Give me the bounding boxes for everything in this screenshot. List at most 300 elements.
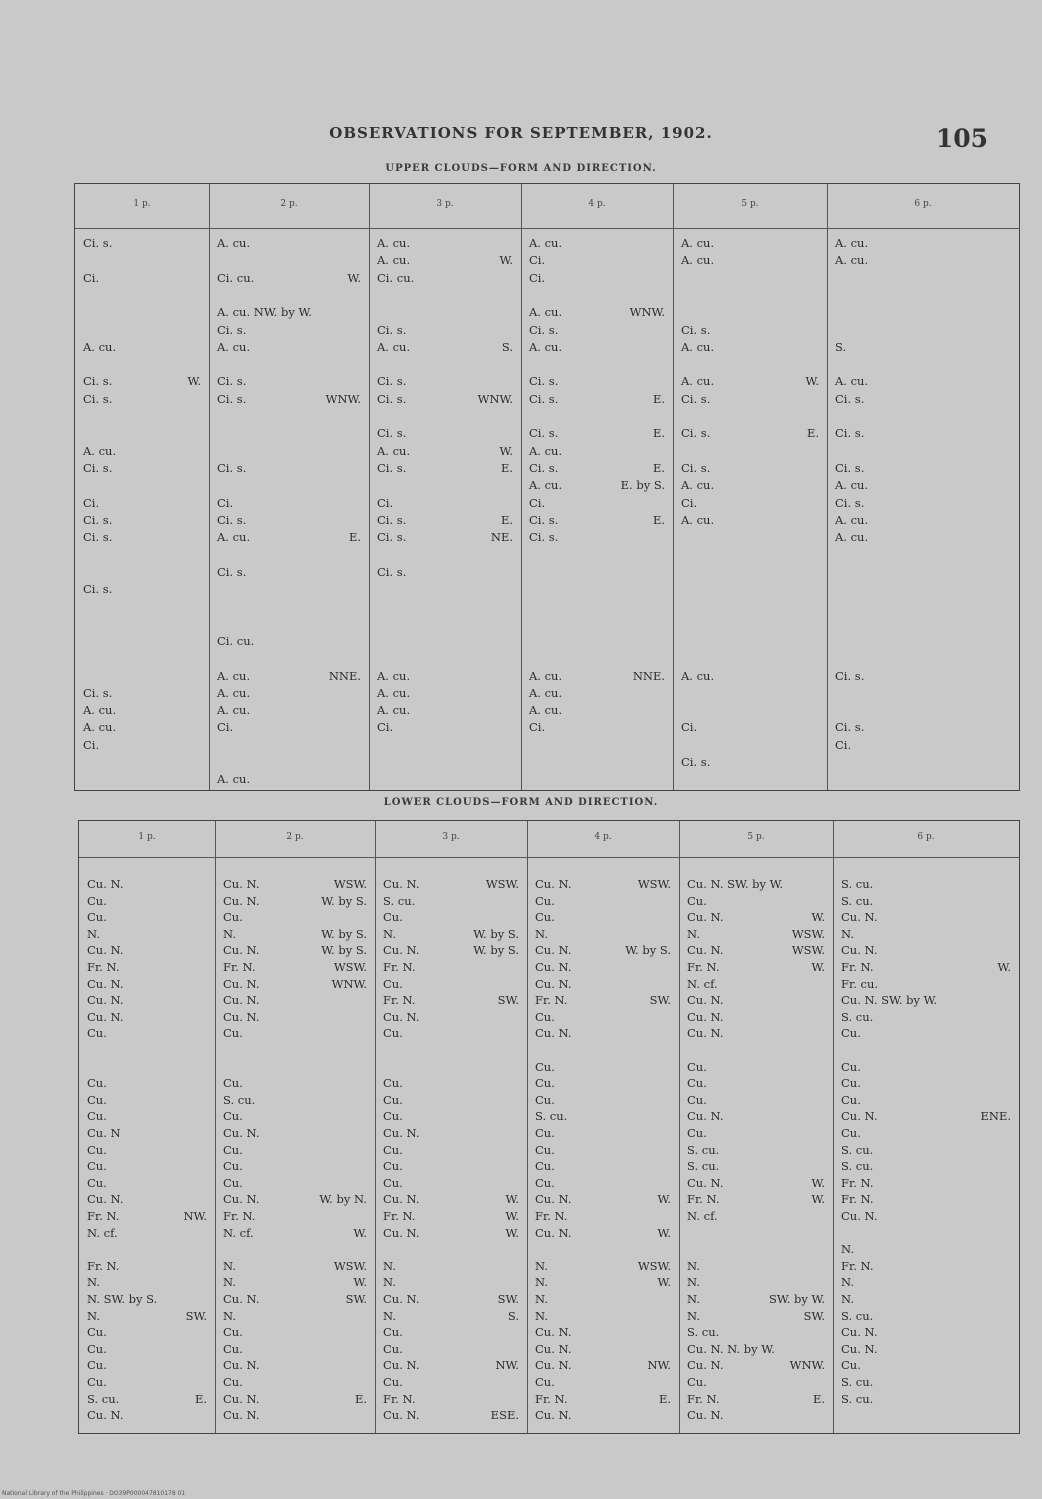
cloud-form: Cu.: [87, 1358, 107, 1373]
cloud-form: Cu. N.: [535, 943, 572, 958]
cloud-form: N.: [223, 1308, 236, 1323]
cloud-direction: E.: [348, 530, 361, 545]
cloud-direction: W.: [657, 1275, 671, 1290]
cloud-form: Ci. s.: [377, 391, 407, 406]
cloud-form: S. cu.: [841, 1009, 874, 1024]
cloud-direction: WSW.: [791, 926, 825, 941]
cloud-direction: NW.: [647, 1358, 671, 1373]
cloud-direction: W.: [499, 253, 513, 268]
cloud-form: Ci. s.: [83, 685, 113, 700]
cloud-form: N.: [535, 1258, 548, 1273]
cloud-direction: ESE.: [490, 1408, 519, 1423]
cloud-form: A. cu.: [377, 668, 411, 683]
upper-clouds-table: [74, 183, 1020, 791]
page-number: 105: [935, 124, 988, 153]
header-rule: [75, 228, 1019, 229]
cloud-form: A. cu.: [217, 530, 251, 545]
cloud-form: Fr. N.: [383, 960, 416, 974]
cloud-direction: E.: [652, 460, 665, 475]
cloud-form: Cu. N.: [87, 1009, 124, 1024]
cloud-form: Cu.: [223, 1109, 243, 1124]
cloud-form: Cu.: [841, 1126, 861, 1140]
cloud-form: Fr. N.: [687, 960, 720, 974]
cloud-direction: E.: [652, 391, 665, 406]
cloud-direction: WSW.: [791, 943, 825, 958]
cloud-direction: E.: [658, 1391, 671, 1406]
cloud-form: Cu. N.: [87, 976, 124, 991]
cloud-direction: W.: [505, 1209, 519, 1223]
cloud-form: N.: [687, 1292, 700, 1306]
cloud-form: A. cu.: [217, 772, 251, 787]
cloud-form: S. cu.: [841, 1308, 874, 1323]
cloud-form: Ci. s.: [83, 460, 113, 475]
cloud-form: Cu. N.: [87, 1192, 124, 1207]
cloud-form: N.: [87, 1275, 100, 1290]
cloud-direction: NNE.: [632, 668, 665, 683]
cloud-form: Cu.: [383, 1159, 403, 1174]
cloud-form: Ci. s.: [835, 426, 865, 441]
cloud-form: Ci. s.: [377, 374, 407, 389]
column-header-2p: 2 p.: [280, 199, 298, 209]
cloud-form: A. cu.: [681, 374, 715, 389]
cloud-form: Cu.: [535, 1059, 555, 1074]
cloud-form: Ci.: [835, 737, 852, 752]
cloud-form: Cu. N.: [841, 1109, 878, 1124]
cloud-form: A. cu.: [83, 720, 117, 735]
cloud-form: Cu. N.: [535, 877, 572, 891]
cloud-form: Cu. N.: [535, 1225, 572, 1240]
cloud-form: Cu. N. SW. by W.: [841, 993, 938, 1008]
cloud-form: Cu.: [87, 1109, 107, 1124]
cloud-form: Cu. N.: [223, 1408, 260, 1423]
cloud-form: Ci. s.: [681, 755, 711, 769]
column-header-5p: 5 p.: [747, 832, 765, 842]
cloud-direction: E.: [806, 426, 819, 441]
cloud-direction: WNW.: [331, 976, 367, 991]
column-rule: [673, 184, 674, 790]
cloud-direction: W.: [811, 1175, 825, 1190]
cloud-form: Ci.: [377, 720, 394, 735]
cloud-direction: NW.: [183, 1209, 207, 1223]
cloud-form: Ci. s.: [377, 460, 407, 475]
cloud-form: N. SW. by S.: [87, 1292, 158, 1306]
cloud-direction: W.: [347, 270, 361, 285]
cloud-form: Ci.: [529, 720, 546, 735]
cloud-form: Ci. s.: [835, 668, 865, 683]
cloud-form: Ci. s.: [529, 460, 559, 475]
cloud-form: N. cf.: [87, 1225, 118, 1240]
cloud-form: Cu. N.: [223, 1126, 260, 1140]
cloud-form: Cu. N.: [535, 1341, 572, 1356]
cloud-form: A. cu.: [377, 253, 411, 268]
cloud-form: Cu.: [223, 1175, 243, 1190]
cloud-form: N.: [687, 1308, 700, 1323]
cloud-form: Cu. N.: [383, 1358, 420, 1373]
cloud-form: Cu. N. SW. by W.: [687, 877, 784, 891]
cloud-direction: ENE.: [980, 1109, 1011, 1124]
cloud-form: Cu.: [223, 1142, 243, 1157]
cloud-form: Cu. N.: [223, 877, 260, 891]
cloud-direction: SW.: [497, 1292, 519, 1306]
cloud-direction: W. by S.: [625, 943, 671, 958]
cloud-form: Cu. N.: [383, 1009, 420, 1024]
cloud-direction: W.: [499, 443, 513, 458]
cloud-form: Ci. s.: [529, 322, 559, 337]
cloud-form: Cu.: [687, 1076, 707, 1091]
cloud-form: Ci.: [681, 720, 698, 735]
cloud-direction: SW.: [649, 993, 671, 1008]
column-rule: [833, 821, 834, 1433]
cloud-direction: WNW.: [629, 305, 665, 320]
cloud-form: Ci. s.: [529, 391, 559, 406]
cloud-form: Fr. N.: [223, 1209, 256, 1223]
cloud-form: Ci. s.: [377, 512, 407, 527]
cloud-direction: WNW.: [477, 391, 513, 406]
cloud-form: Ci.: [529, 270, 546, 285]
cloud-form: N.: [841, 1275, 854, 1290]
cloud-form: Ci.: [529, 495, 546, 510]
column-rule: [527, 821, 528, 1433]
cloud-form: Ci. s.: [217, 512, 247, 527]
cloud-form: Cu.: [223, 910, 243, 925]
cloud-form: Cu.: [87, 1325, 107, 1340]
cloud-form: Ci. s.: [83, 512, 113, 527]
cloud-form: A. cu.: [377, 236, 411, 250]
cloud-form: S. cu.: [841, 1391, 874, 1406]
cloud-form: Cu. N.: [383, 877, 420, 891]
cloud-form: S. cu.: [841, 1375, 874, 1389]
cloud-form: A. cu.: [529, 236, 563, 250]
column-header-4p: 4 p.: [588, 199, 606, 209]
cloud-form: Ci. s.: [217, 374, 247, 389]
cloud-form: Cu.: [687, 1092, 707, 1107]
cloud-form: Cu.: [383, 1175, 403, 1190]
cloud-form: A. cu.: [217, 339, 251, 354]
cloud-form: Ci.: [681, 495, 698, 510]
cloud-form: Ci.: [217, 495, 234, 510]
cloud-form: Ci. s.: [83, 236, 113, 250]
cloud-form: Ci. s.: [83, 391, 113, 406]
cloud-form: S. cu.: [383, 893, 416, 908]
lower-section-title: LOWER CLOUDS—FORM AND DIRECTION.: [383, 797, 659, 808]
cloud-form: N.: [687, 926, 700, 941]
cloud-direction: SW.: [803, 1308, 825, 1323]
cloud-form: Cu.: [87, 1341, 107, 1356]
cloud-form: Cu.: [383, 1026, 403, 1041]
cloud-form: A. cu.: [377, 339, 411, 354]
cloud-form: N.: [841, 1292, 854, 1306]
cloud-form: Cu. N.: [841, 1325, 878, 1340]
cloud-form: A. cu.: [681, 339, 715, 354]
cloud-form: Cu. N.: [535, 1325, 572, 1340]
cloud-direction: W. by S.: [473, 926, 519, 941]
cloud-direction: WSW.: [637, 1258, 671, 1273]
cloud-form: Cu.: [87, 1142, 107, 1157]
cloud-form: A. cu.: [83, 443, 117, 458]
cloud-form: Cu. N.: [223, 893, 260, 908]
cloud-form: Cu. N.: [223, 1192, 260, 1207]
cloud-form: A. cu.: [217, 703, 251, 718]
cloud-direction: WSW.: [333, 1258, 367, 1273]
cloud-form: Ci. cu.: [217, 270, 255, 285]
cloud-form: Fr. N.: [383, 1391, 416, 1406]
cloud-form: Fr. N.: [87, 1209, 120, 1223]
cloud-form: Cu.: [841, 1026, 861, 1041]
column-header-1p: 1 p.: [138, 832, 156, 842]
cloud-form: S. cu.: [535, 1109, 568, 1124]
cloud-form: Cu.: [687, 1375, 707, 1389]
cloud-form: Cu.: [535, 1159, 555, 1174]
cloud-form: Cu.: [841, 1059, 861, 1074]
cloud-form: A. cu.: [681, 253, 715, 268]
cloud-form: Cu. N.: [535, 976, 572, 991]
cloud-form: N.: [223, 926, 236, 941]
cloud-form: Cu.: [535, 1375, 555, 1389]
cloud-form: N.: [535, 1308, 548, 1323]
cloud-form: Cu.: [383, 1076, 403, 1091]
cloud-form: N.: [687, 1275, 700, 1290]
cloud-form: Fr. N.: [383, 1209, 416, 1223]
cloud-form: Cu.: [223, 1375, 243, 1389]
cloud-form: Cu. N.: [223, 943, 260, 958]
cloud-form: Cu. N.: [383, 1292, 420, 1306]
cloud-direction: WSW.: [485, 877, 519, 891]
cloud-form: Cu.: [87, 1375, 107, 1389]
cloud-form: Cu. N.: [535, 1026, 572, 1041]
cloud-form: Cu. N.: [535, 960, 572, 974]
cloud-direction: E.: [500, 512, 513, 527]
cloud-direction: W. by S.: [473, 943, 519, 958]
cloud-form: Cu. N.: [841, 943, 878, 958]
cloud-direction: W.: [805, 374, 819, 389]
cloud-form: Ci. s.: [83, 582, 113, 596]
cloud-form: Cu.: [383, 1142, 403, 1157]
cloud-direction: W.: [997, 960, 1011, 974]
cloud-direction: W.: [657, 1192, 671, 1207]
cloud-form: Ci.: [83, 270, 100, 285]
cloud-form: Fr. N.: [687, 1391, 720, 1406]
cloud-form: A. cu. NW. by W.: [217, 305, 312, 320]
cloud-form: N.: [383, 926, 396, 941]
cloud-direction: W.: [811, 960, 825, 974]
cloud-form: Cu. N.: [841, 1341, 878, 1356]
cloud-form: Cu.: [383, 976, 403, 991]
cloud-form: Fr. N.: [87, 960, 120, 974]
cloud-direction: W.: [353, 1275, 367, 1290]
cloud-form: Fr. cu.: [841, 976, 879, 991]
cloud-direction: NW.: [495, 1358, 519, 1373]
cloud-direction: WSW.: [637, 877, 671, 891]
cloud-form: Fr. N.: [687, 1192, 720, 1207]
cloud-form: N. cf.: [223, 1225, 254, 1240]
cloud-form: Cu.: [687, 893, 707, 908]
cloud-direction: W. by S.: [321, 943, 367, 958]
cloud-direction: NNE.: [328, 668, 361, 683]
cloud-form: Cu.: [535, 1142, 555, 1157]
cloud-form: Cu. N.: [687, 1408, 724, 1423]
cloud-form: Fr. N.: [841, 1175, 874, 1190]
cloud-form: A. cu.: [529, 443, 563, 458]
cloud-form: A. cu.: [681, 236, 715, 250]
cloud-form: A. cu.: [529, 305, 563, 320]
cloud-form: Cu.: [383, 1375, 403, 1389]
cloud-form: N.: [87, 1308, 100, 1323]
cloud-form: S. cu.: [687, 1142, 720, 1157]
cloud-direction: E.: [500, 460, 513, 475]
cloud-form: Cu. N.: [687, 910, 724, 925]
cloud-direction: SW.: [497, 993, 519, 1008]
cloud-form: Ci. s.: [529, 426, 559, 441]
cloud-form: A. cu.: [681, 668, 715, 683]
cloud-direction: W.: [811, 1192, 825, 1207]
cloud-form: Fr. N.: [841, 1192, 874, 1207]
column-header-6p: 6 p.: [917, 832, 935, 842]
cloud-form: A. cu.: [835, 478, 869, 493]
cloud-form: Ci. s.: [83, 374, 113, 389]
column-header-6p: 6 p.: [914, 199, 932, 209]
cloud-form: Cu.: [535, 1009, 555, 1024]
cloud-form: Cu. N.: [535, 1192, 572, 1207]
cloud-form: Cu. N.: [535, 1408, 572, 1423]
cloud-direction: SW. by W.: [769, 1292, 825, 1306]
cloud-form: S. cu.: [687, 1159, 720, 1174]
cloud-form: Cu.: [223, 1341, 243, 1356]
cloud-form: A. cu.: [529, 339, 563, 354]
cloud-form: Cu. N.: [87, 943, 124, 958]
cloud-form: Ci.: [83, 495, 100, 510]
cloud-form: N.: [383, 1275, 396, 1290]
cloud-form: Cu. N. N. by W.: [687, 1341, 775, 1356]
cloud-form: N. cf.: [687, 976, 718, 991]
cloud-form: Ci. s.: [217, 322, 247, 337]
cloud-form: A. cu.: [377, 685, 411, 700]
cloud-form: Ci. s.: [835, 460, 865, 475]
cloud-form: Ci.: [529, 253, 546, 268]
cloud-form: A. cu.: [83, 703, 117, 718]
cloud-form: S. cu.: [687, 1325, 720, 1340]
cloud-form: Cu. N.: [687, 1026, 724, 1041]
cloud-form: Cu.: [223, 1159, 243, 1174]
cloud-form: Cu. N.: [535, 1358, 572, 1373]
cloud-form: Cu. N.: [383, 1192, 420, 1207]
cloud-direction: W. by S.: [321, 893, 367, 908]
cloud-form: A. cu.: [529, 478, 563, 493]
cloud-form: Ci.: [377, 495, 394, 510]
cloud-form: S. cu.: [841, 1159, 874, 1174]
cloud-form: Cu.: [87, 1159, 107, 1174]
cloud-form: A. cu.: [835, 374, 869, 389]
cloud-form: A. cu.: [835, 530, 869, 545]
cloud-direction: E.: [652, 512, 665, 527]
cloud-direction: W.: [657, 1225, 671, 1240]
cloud-form: Cu.: [383, 1109, 403, 1124]
cloud-form: Ci. s.: [529, 374, 559, 389]
cloud-form: Cu. N: [87, 1126, 121, 1140]
cloud-form: Ci. s.: [217, 460, 247, 475]
cloud-form: Cu.: [383, 910, 403, 925]
column-rule: [369, 184, 370, 790]
cloud-direction: WSW.: [333, 877, 367, 891]
cloud-form: Ci.: [83, 737, 100, 752]
cloud-form: Cu.: [87, 1076, 107, 1091]
cloud-form: Fr. N.: [535, 1391, 568, 1406]
cloud-form: Cu.: [87, 1026, 107, 1041]
cloud-form: Cu.: [87, 1092, 107, 1107]
cloud-form: Cu. N.: [687, 1358, 724, 1373]
cloud-form: Cu.: [383, 1341, 403, 1356]
lower-clouds-table: [78, 820, 1020, 1434]
cloud-form: Ci. s.: [377, 530, 407, 545]
cloud-form: Ci. s.: [217, 391, 247, 406]
cloud-form: Cu.: [535, 1076, 555, 1091]
cloud-direction: W.: [187, 374, 201, 389]
cloud-form: A. cu.: [529, 668, 563, 683]
cloud-form: S. cu.: [223, 1092, 256, 1107]
cloud-direction: NE.: [490, 530, 513, 545]
cloud-form: Cu.: [535, 910, 555, 925]
cloud-form: Cu.: [223, 1076, 243, 1091]
cloud-form: Cu. N.: [223, 1292, 260, 1306]
cloud-form: A. cu.: [217, 685, 251, 700]
cloud-form: N.: [383, 1308, 396, 1323]
column-header-5p: 5 p.: [741, 199, 759, 209]
cloud-form: A. cu.: [377, 443, 411, 458]
cloud-form: Cu. N.: [223, 976, 260, 991]
cloud-form: Cu. N.: [383, 1408, 420, 1423]
cloud-form: A. cu.: [835, 512, 869, 527]
header-rule: [79, 857, 1019, 858]
cloud-form: N.: [383, 1258, 396, 1273]
cloud-direction: W. by N.: [319, 1192, 367, 1207]
cloud-form: Cu. N.: [841, 1209, 878, 1223]
cloud-form: Ci. cu.: [217, 633, 255, 648]
cloud-form: Cu.: [687, 1126, 707, 1140]
cloud-form: S. cu.: [841, 877, 874, 891]
cloud-form: N.: [687, 1258, 700, 1273]
cloud-form: Cu. N.: [383, 1225, 420, 1240]
cloud-form: Fr. N.: [383, 993, 416, 1008]
cloud-form: Cu.: [223, 1026, 243, 1041]
cloud-form: Cu. N.: [223, 993, 260, 1008]
cloud-form: S.: [835, 339, 847, 354]
cloud-direction: W.: [505, 1225, 519, 1240]
cloud-form: Cu.: [87, 893, 107, 908]
cloud-form: Cu.: [687, 1059, 707, 1074]
cloud-form: Ci. s.: [835, 391, 865, 406]
cloud-form: Fr. N.: [223, 960, 256, 974]
cloud-form: A. cu.: [83, 339, 117, 354]
cloud-form: Ci. s.: [377, 426, 407, 441]
cloud-form: Cu.: [87, 910, 107, 925]
cloud-form: Fr. N.: [535, 1209, 568, 1223]
cloud-form: Ci. s.: [681, 391, 711, 406]
cloud-direction: S.: [501, 339, 513, 354]
cloud-direction: WSW.: [333, 960, 367, 974]
cloud-form: Ci. s.: [217, 564, 247, 579]
column-header-2p: 2 p.: [286, 832, 304, 842]
cloud-form: N.: [841, 1242, 854, 1257]
column-rule: [215, 821, 216, 1433]
cloud-form: A. cu.: [681, 512, 715, 527]
cloud-form: Fr. N.: [87, 1258, 120, 1273]
cloud-form: Cu.: [535, 1092, 555, 1107]
cloud-form: Ci. s.: [529, 512, 559, 527]
cloud-form: Cu.: [223, 1325, 243, 1340]
cloud-form: Ci. s.: [835, 720, 865, 735]
cloud-form: A. cu.: [217, 236, 251, 250]
cloud-form: Cu.: [535, 893, 555, 908]
cloud-form: A. cu.: [529, 685, 563, 700]
